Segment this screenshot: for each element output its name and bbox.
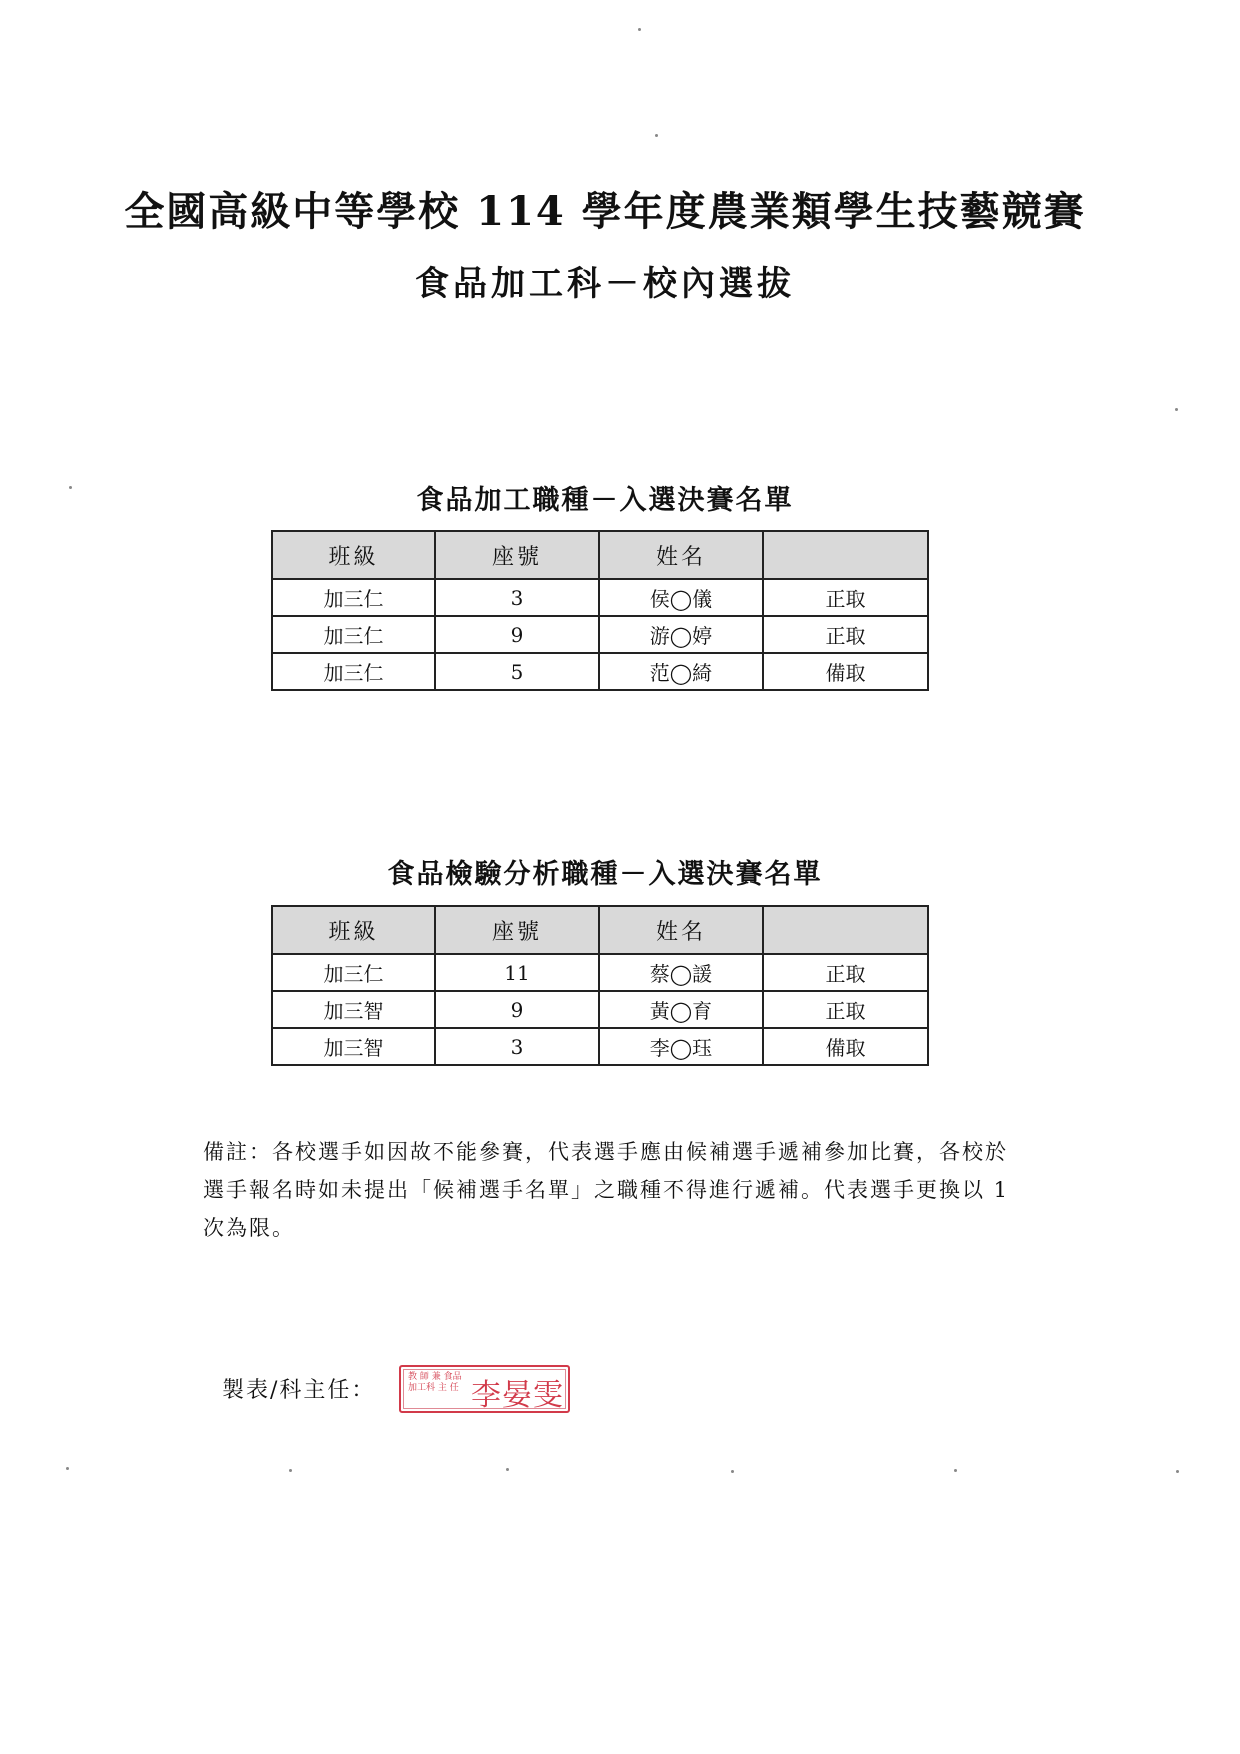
cell-class: 加三仁	[272, 954, 435, 991]
column-header-status	[763, 531, 928, 579]
table-header-row	[272, 906, 928, 954]
cell-status: 備取	[763, 653, 928, 690]
table-row	[272, 954, 928, 991]
column-header-seat: 座號	[435, 531, 599, 579]
table-row	[272, 1028, 928, 1065]
list1-title: 食品加工職種－入選決賽名單	[416, 485, 794, 516]
cell-status: 正取	[763, 616, 928, 653]
cell-seat: 9	[435, 616, 599, 653]
cell-class: 加三仁	[272, 579, 435, 616]
scan-speck	[731, 1470, 734, 1473]
cell-status: 正取	[763, 579, 928, 616]
table-row	[272, 579, 928, 616]
scan-speck	[289, 1469, 292, 1472]
scan-speck	[69, 486, 72, 489]
remarks-note	[203, 1133, 1103, 1247]
document-title: 全國高級中等學校 114 學年度農業類學生技藝競賽	[124, 188, 1086, 235]
cell-name: 蔡◯諼	[599, 954, 763, 991]
cell-seat: 3	[435, 1028, 599, 1065]
remarks-line: 選手報名時如未提出「候補選手名單」之職種不得進行遞補。代表選手更換以 1	[203, 1178, 1010, 1202]
column-header-status	[763, 906, 928, 954]
scan-speck	[655, 134, 658, 137]
signature-label: 製表/科主任：	[222, 1378, 376, 1403]
cell-name: 游◯婷	[599, 616, 763, 653]
cell-status: 備取	[763, 1028, 928, 1065]
list2-table	[271, 905, 929, 1066]
cell-seat: 3	[435, 579, 599, 616]
cell-class: 加三仁	[272, 653, 435, 690]
list2-title: 食品檢驗分析職種－入選決賽名單	[387, 859, 823, 890]
stamp-name-text: 李晏雯	[471, 1378, 564, 1413]
remarks-line: 備註：各校選手如因故不能參賽，代表選手應由候補選手遞補參加比賽，各校於	[203, 1140, 1008, 1164]
document-subtitle: 食品加工科－校內選拔	[415, 264, 795, 304]
cell-class: 加三仁	[272, 616, 435, 653]
cell-name: 黃◯育	[599, 991, 763, 1028]
scan-speck	[66, 1467, 69, 1470]
cell-seat: 9	[435, 991, 599, 1028]
scan-speck	[1175, 408, 1178, 411]
column-header-class: 班級	[272, 531, 435, 579]
table-header-row	[272, 531, 928, 579]
stamp-title-text: 教 師 兼 食品加工科 主 任	[408, 1372, 462, 1393]
column-header-seat: 座號	[435, 906, 599, 954]
remarks-line: 次為限。	[203, 1216, 295, 1240]
cell-seat: 11	[435, 954, 599, 991]
cell-class: 加三智	[272, 991, 435, 1028]
table-row	[272, 616, 928, 653]
column-header-name: 姓名	[599, 531, 763, 579]
cell-name: 李◯珏	[599, 1028, 763, 1065]
scan-speck	[506, 1468, 509, 1471]
table-row	[272, 991, 928, 1028]
scan-speck	[638, 28, 641, 31]
column-header-class: 班級	[272, 906, 435, 954]
scan-speck	[1176, 1470, 1179, 1473]
cell-name: 范◯綺	[599, 653, 763, 690]
cell-seat: 5	[435, 653, 599, 690]
cell-status: 正取	[763, 991, 928, 1028]
official-seal-stamp	[399, 1365, 570, 1413]
list1-table	[271, 530, 929, 691]
column-header-name: 姓名	[599, 906, 763, 954]
table-row	[272, 653, 928, 690]
cell-name: 侯◯儀	[599, 579, 763, 616]
cell-class: 加三智	[272, 1028, 435, 1065]
cell-status: 正取	[763, 954, 928, 991]
scan-speck	[954, 1469, 957, 1472]
